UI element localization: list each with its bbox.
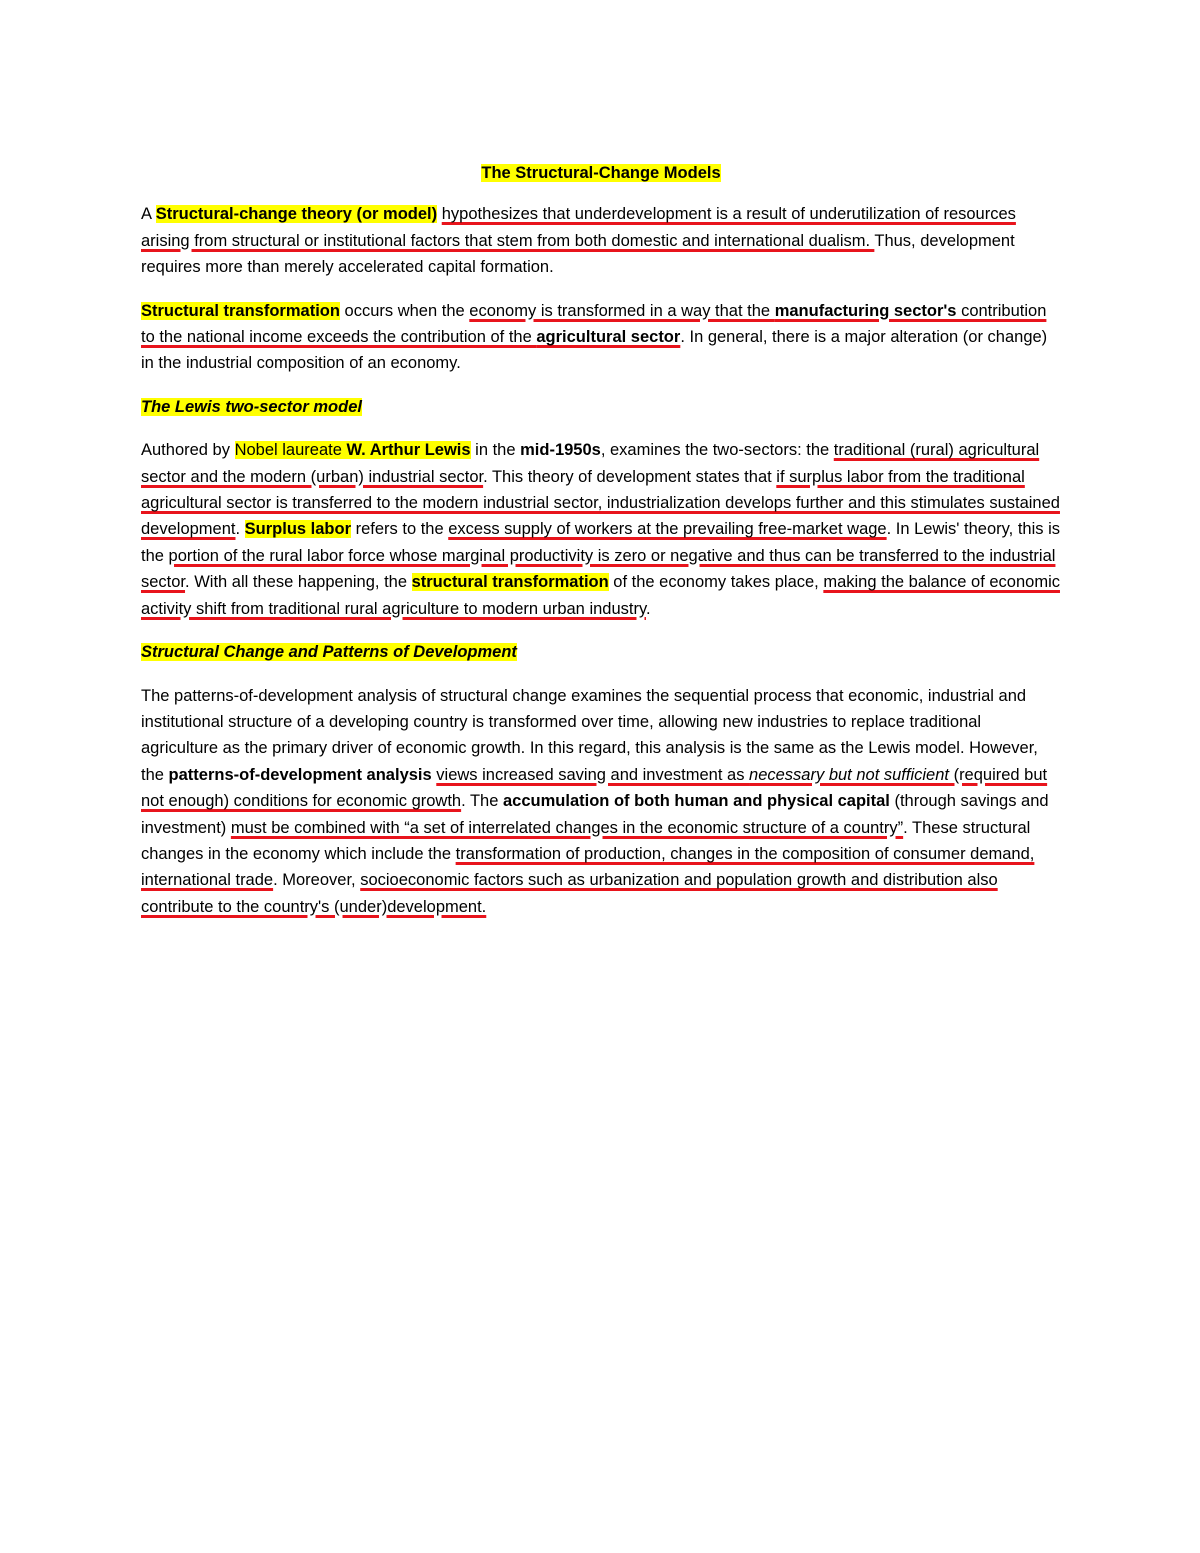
heading-lewis-model: The Lewis two-sector model — [141, 397, 362, 416]
underlined-phrase: economy is transformed in a way that the — [469, 301, 775, 320]
paragraph-patterns-of-development: The patterns-of-development analysis of structural change examines the sequential process that economic, industrial and institutional structure of a developing country is transformed over time, allowing new industries to replace traditional agriculture as the primary driver of economic growth. In this regard, this analysis is the same as the Lewis model. However, the patterns-of-development analysis views increased saving and investment as necessary but not sufficient (required but not enough) conditions for economic growth. The accumulation of both human and physical capital (through savings and investment) must be combined with “a set of interrelated changes in the economic structure of a country”. These structural changes in the economy which include the transformation of production, changes in the composition of consumer demand, international trade. Moreover, socioeconomic factors such as urbanization and population growth and distribution also contribute to the country's (under)development. — [141, 686, 1049, 916]
paragraph-structural-transformation: Structural transformation occurs when the economy is transformed in a way that the manufacturing sector's contribution to the national income exceeds the contribution of the agricultural sector. In general, there is a major alteration (or change) in the industrial composition of an economy. — [141, 301, 1048, 373]
name-arthur-lewis: W. Arthur Lewis — [346, 441, 471, 460]
document-title: The Structural-Change Models — [481, 164, 721, 182]
paragraph-structural-change-theory: A Structural-change theory (or model) hypothesizes that underdevelopment is a result of underutilization of resources arising from structural or institutional factors that stem from both domestic and international dualism. Thus, development requires more than merely accelerated capital formation. — [141, 205, 1016, 277]
underlined-phrase: contribution to the national income exceeds the contribution of the — [141, 301, 1047, 347]
term-surplus-labor: Surplus labor — [244, 520, 352, 539]
heading-patterns-of-development: Structural Change and Patterns of Development — [141, 643, 517, 662]
document-page — [141, 160, 1061, 937]
term-structural-transformation: Structural transformation — [141, 301, 340, 320]
underlined-definition: hypothesizes that underdevelopment is a result of underutilization of resources arising from structural or institutional factors that stem from both domestic and international dualism. — [141, 205, 1016, 250]
term-structural-change-theory: Structural-change theory (or model) — [155, 205, 438, 224]
term-structural-transformation-2: structural transformation — [411, 573, 609, 592]
bold-manufacturing-sector: manufacturing sector's — [774, 301, 957, 320]
paragraph-lewis-model: Authored by Nobel laureate W. Arthur Lewis in the mid-1950s, examines the two-sectors: the traditional (rural) agricultural sector and the modern (urban) industrial sector. This theory of development states that if surplus labor from the traditional agricultural sector is transferred to the modern industrial sector, industrialization develops further and this stimulates sustained development. Surplus labor refers to the excess supply of workers at the prevailing free-market wage. In Lewis' theory, this is the portion of the rural labor force whose marginal productivity is zero or negative and thus can be transferred to the industrial sector. With all these happening, the structural transformation of the economy takes place, making the balance of economic activity shift from traditional rural agriculture to modern urban industry. — [141, 441, 1061, 618]
bold-agricultural-sector: agricultural sector — [536, 328, 681, 347]
